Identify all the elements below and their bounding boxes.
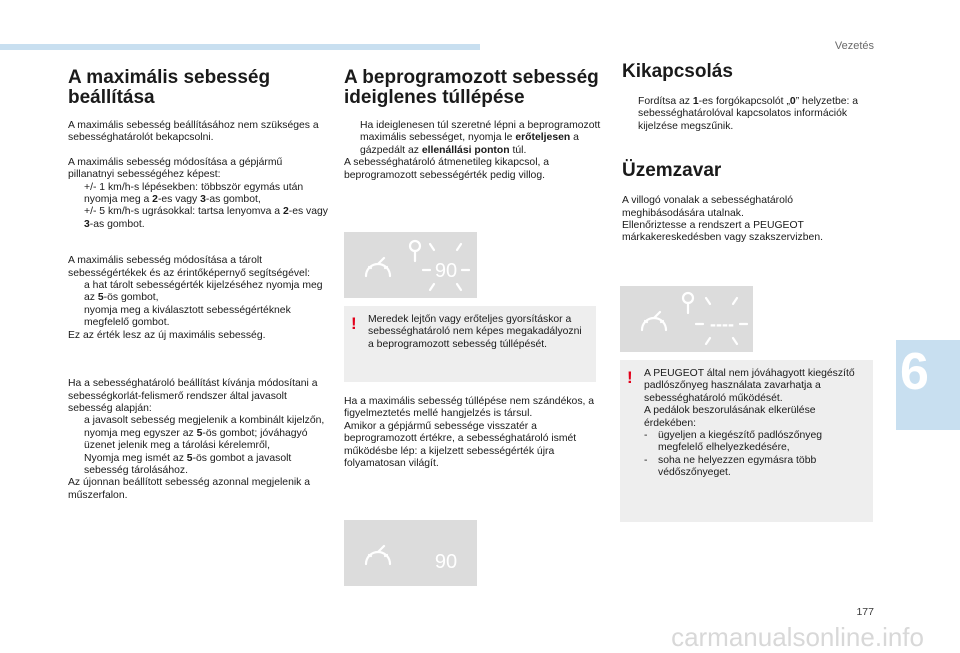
paragraph: A sebességhatároló átmenetileg kikapcsol, a beprogramozott sebességérték pedig villog.: [344, 157, 550, 181]
heading-malfunction: Üzemzavar: [622, 160, 722, 182]
display-flashing-panel: [344, 232, 477, 298]
list-item: [344, 120, 606, 157]
warning-content: [644, 368, 867, 480]
list-text: +/- 1 km/h-s lépésekben: többször egymás után nyomja meg a: [84, 181, 304, 206]
warning-text: Meredek lejtőn vagy erőteljes gyorsításkor a sebességhatároló nem képes megakadályozni a beprogramozott sebesség túllépését.: [368, 314, 582, 350]
warning-icon: !: [627, 368, 633, 387]
warning-box: [344, 306, 596, 382]
list-item: [68, 206, 328, 231]
list-item: [68, 182, 328, 207]
list-text: -ös gombot; jóváhagyó üzenet jelenik meg a tárolási kérelemről,: [84, 427, 308, 452]
list-item: [68, 453, 328, 478]
list-item: [68, 280, 328, 305]
list-text: 3: [200, 194, 206, 206]
section-title: Vezetés: [834, 40, 874, 52]
heading-deactivation: Kikapcsolás: [622, 61, 733, 82]
heading-line: beállítása: [68, 87, 155, 108]
paragraph: [68, 157, 328, 182]
list-item: [622, 96, 876, 133]
column-temporary-exceed-continued: [344, 396, 606, 482]
list-text: nyomja meg a kiválasztott sebességértéknek megfelelő gombot.: [84, 304, 291, 329]
list-text: ” helyzetbe: a sebességhatárolóval kapcsolatos információk kijelzése megszűnik.: [638, 96, 859, 132]
list-item: [68, 415, 328, 427]
list-text: Fordítsa az: [638, 96, 693, 107]
warning-box-floor-mats: [620, 360, 873, 522]
list-item: [68, 305, 328, 330]
gauge-icon: [366, 552, 390, 564]
gauge-icon: [366, 264, 390, 276]
list-text: -as gombot.: [89, 218, 145, 230]
paragraph: Amikor a gépjármű sebessége visszatér a beprogramozott értékre, a sebességhatároló ismét működésbe lép: a kijelzett sebességérték újra folyamatosan világít.: [344, 420, 577, 470]
list-text: nyomja meg egyszer az: [84, 427, 197, 439]
limit-value: 90: [434, 260, 458, 282]
list-text: 1: [692, 96, 699, 107]
header-bar: [0, 44, 480, 50]
heading-line: ideiglenes túllépése: [344, 87, 525, 108]
list-text: +/- 5 km/h-s ugrásokkal: tartsa lenyomva a: [84, 206, 283, 218]
list-text: ügyeljen a kiegészítő padlószőnyeg megfelelő elhelyezkedésére,: [658, 430, 823, 454]
list-text: Ha ideiglenesen túl szeretné lépni a beprogramozott maximális sebességet, nyomja le: [360, 120, 601, 144]
list-text: túl.: [509, 144, 527, 156]
list-text: -es forgókapcsolót „: [698, 96, 790, 107]
paragraph: A maximális sebesség beállításához nem szükséges a sebességhatárolót bekapcsolni.: [68, 120, 319, 144]
paragraph-text: A maximális sebesség módosítása a gépjármű pillanatnyi sebességéhez képest:: [68, 156, 283, 181]
heading-temporary-exceed: [344, 68, 606, 108]
list-text: 2: [282, 206, 289, 218]
list-item: [68, 428, 328, 453]
list-text: -as gombot,: [205, 194, 261, 206]
chapter-number: 6: [900, 343, 929, 401]
list-text: -es vagy: [288, 206, 329, 218]
list-text: -es vagy: [157, 194, 201, 206]
list-text: 5: [196, 427, 203, 439]
list-text: 0: [789, 96, 796, 107]
fault-dashes: ----: [710, 314, 734, 334]
speed-limiter-steady-graphic: [344, 520, 477, 586]
warning-icon: !: [351, 314, 357, 333]
warning-text: A pedálok beszorulásának elkerülése érdekében:: [644, 405, 816, 429]
list-text: 5: [97, 292, 104, 304]
list-text: soha ne helyezzen egymásra több védőszőnyeget.: [658, 454, 817, 479]
dash-icon: -: [644, 454, 648, 466]
list-text: 3: [84, 218, 90, 230]
paragraph: A maximális sebesség módosítása a tárolt sebességértékek és az érintőképernyő segítségével:: [68, 255, 311, 279]
paragraph: Az újonnan beállított sebesség azonnal megjelenik a műszerfalon.: [68, 477, 311, 501]
list-text: -ös gombot,: [103, 292, 159, 304]
dash-icon: -: [644, 430, 648, 442]
warning-list-item: [644, 455, 867, 480]
heading-max-speed: [68, 68, 328, 108]
speed-limiter-fault-graphic: [620, 286, 753, 352]
paragraph: Ellenőriztesse a rendszert a PEUGEOT márkakereskedésben vagy szakszervizben.: [622, 220, 823, 244]
speed-limiter-flashing-graphic: [344, 232, 477, 298]
paragraph: Ha a sebességhatároló beállítást kívánja módosítani a sebességkorlát-felismerő rendszer által javasolt sebesség alapján:: [68, 378, 318, 414]
display-steady-panel: [344, 520, 477, 586]
display-fault-panel: [620, 286, 753, 352]
list-text: 5: [186, 452, 193, 464]
column-max-speed: [68, 68, 328, 514]
column-deactivation: [622, 62, 876, 257]
warning-list-item: [644, 430, 867, 455]
heading-line: A beprogramozott sebesség: [344, 67, 599, 88]
paragraph: A villogó vonalak a sebességhatároló meghibásodására utalnak.: [622, 195, 793, 219]
list-text: -ös gombot a javasolt sebesség tárolásához.: [84, 452, 292, 476]
list-text: a javasolt sebesség megjelenik a kombinált kijelzőn,: [84, 415, 325, 427]
list-text: ellenállási ponton: [421, 144, 510, 156]
list-text: Nyomja meg ismét az: [84, 452, 187, 464]
paragraph: Ez az érték lesz az új maximális sebesség.: [68, 329, 266, 341]
warning-text: A PEUGEOT által nem jóváhagyott kiegészítő padlószőnyeg használata zavarhatja a sebességhatároló működését.: [644, 368, 855, 404]
page-number: 177: [856, 606, 874, 618]
list-text: erőteljesen: [515, 132, 571, 144]
list-text: 2: [152, 194, 158, 206]
watermark: carmanualsonline.info: [671, 622, 924, 652]
limit-value: 90: [434, 551, 458, 573]
heading-line: A maximális sebesség: [68, 67, 271, 88]
list-text: a hat tárolt sebességérték kijelzéséhez nyomja meg az: [84, 280, 323, 304]
column-temporary-exceed: [344, 68, 606, 194]
gauge-icon: [642, 318, 666, 330]
paragraph: Ha a maximális sebesség túllépése nem szándékos, a figyelmeztetés mellé hangjelzés is társul.: [344, 396, 595, 420]
list-text: a gázpedált az: [360, 132, 579, 156]
